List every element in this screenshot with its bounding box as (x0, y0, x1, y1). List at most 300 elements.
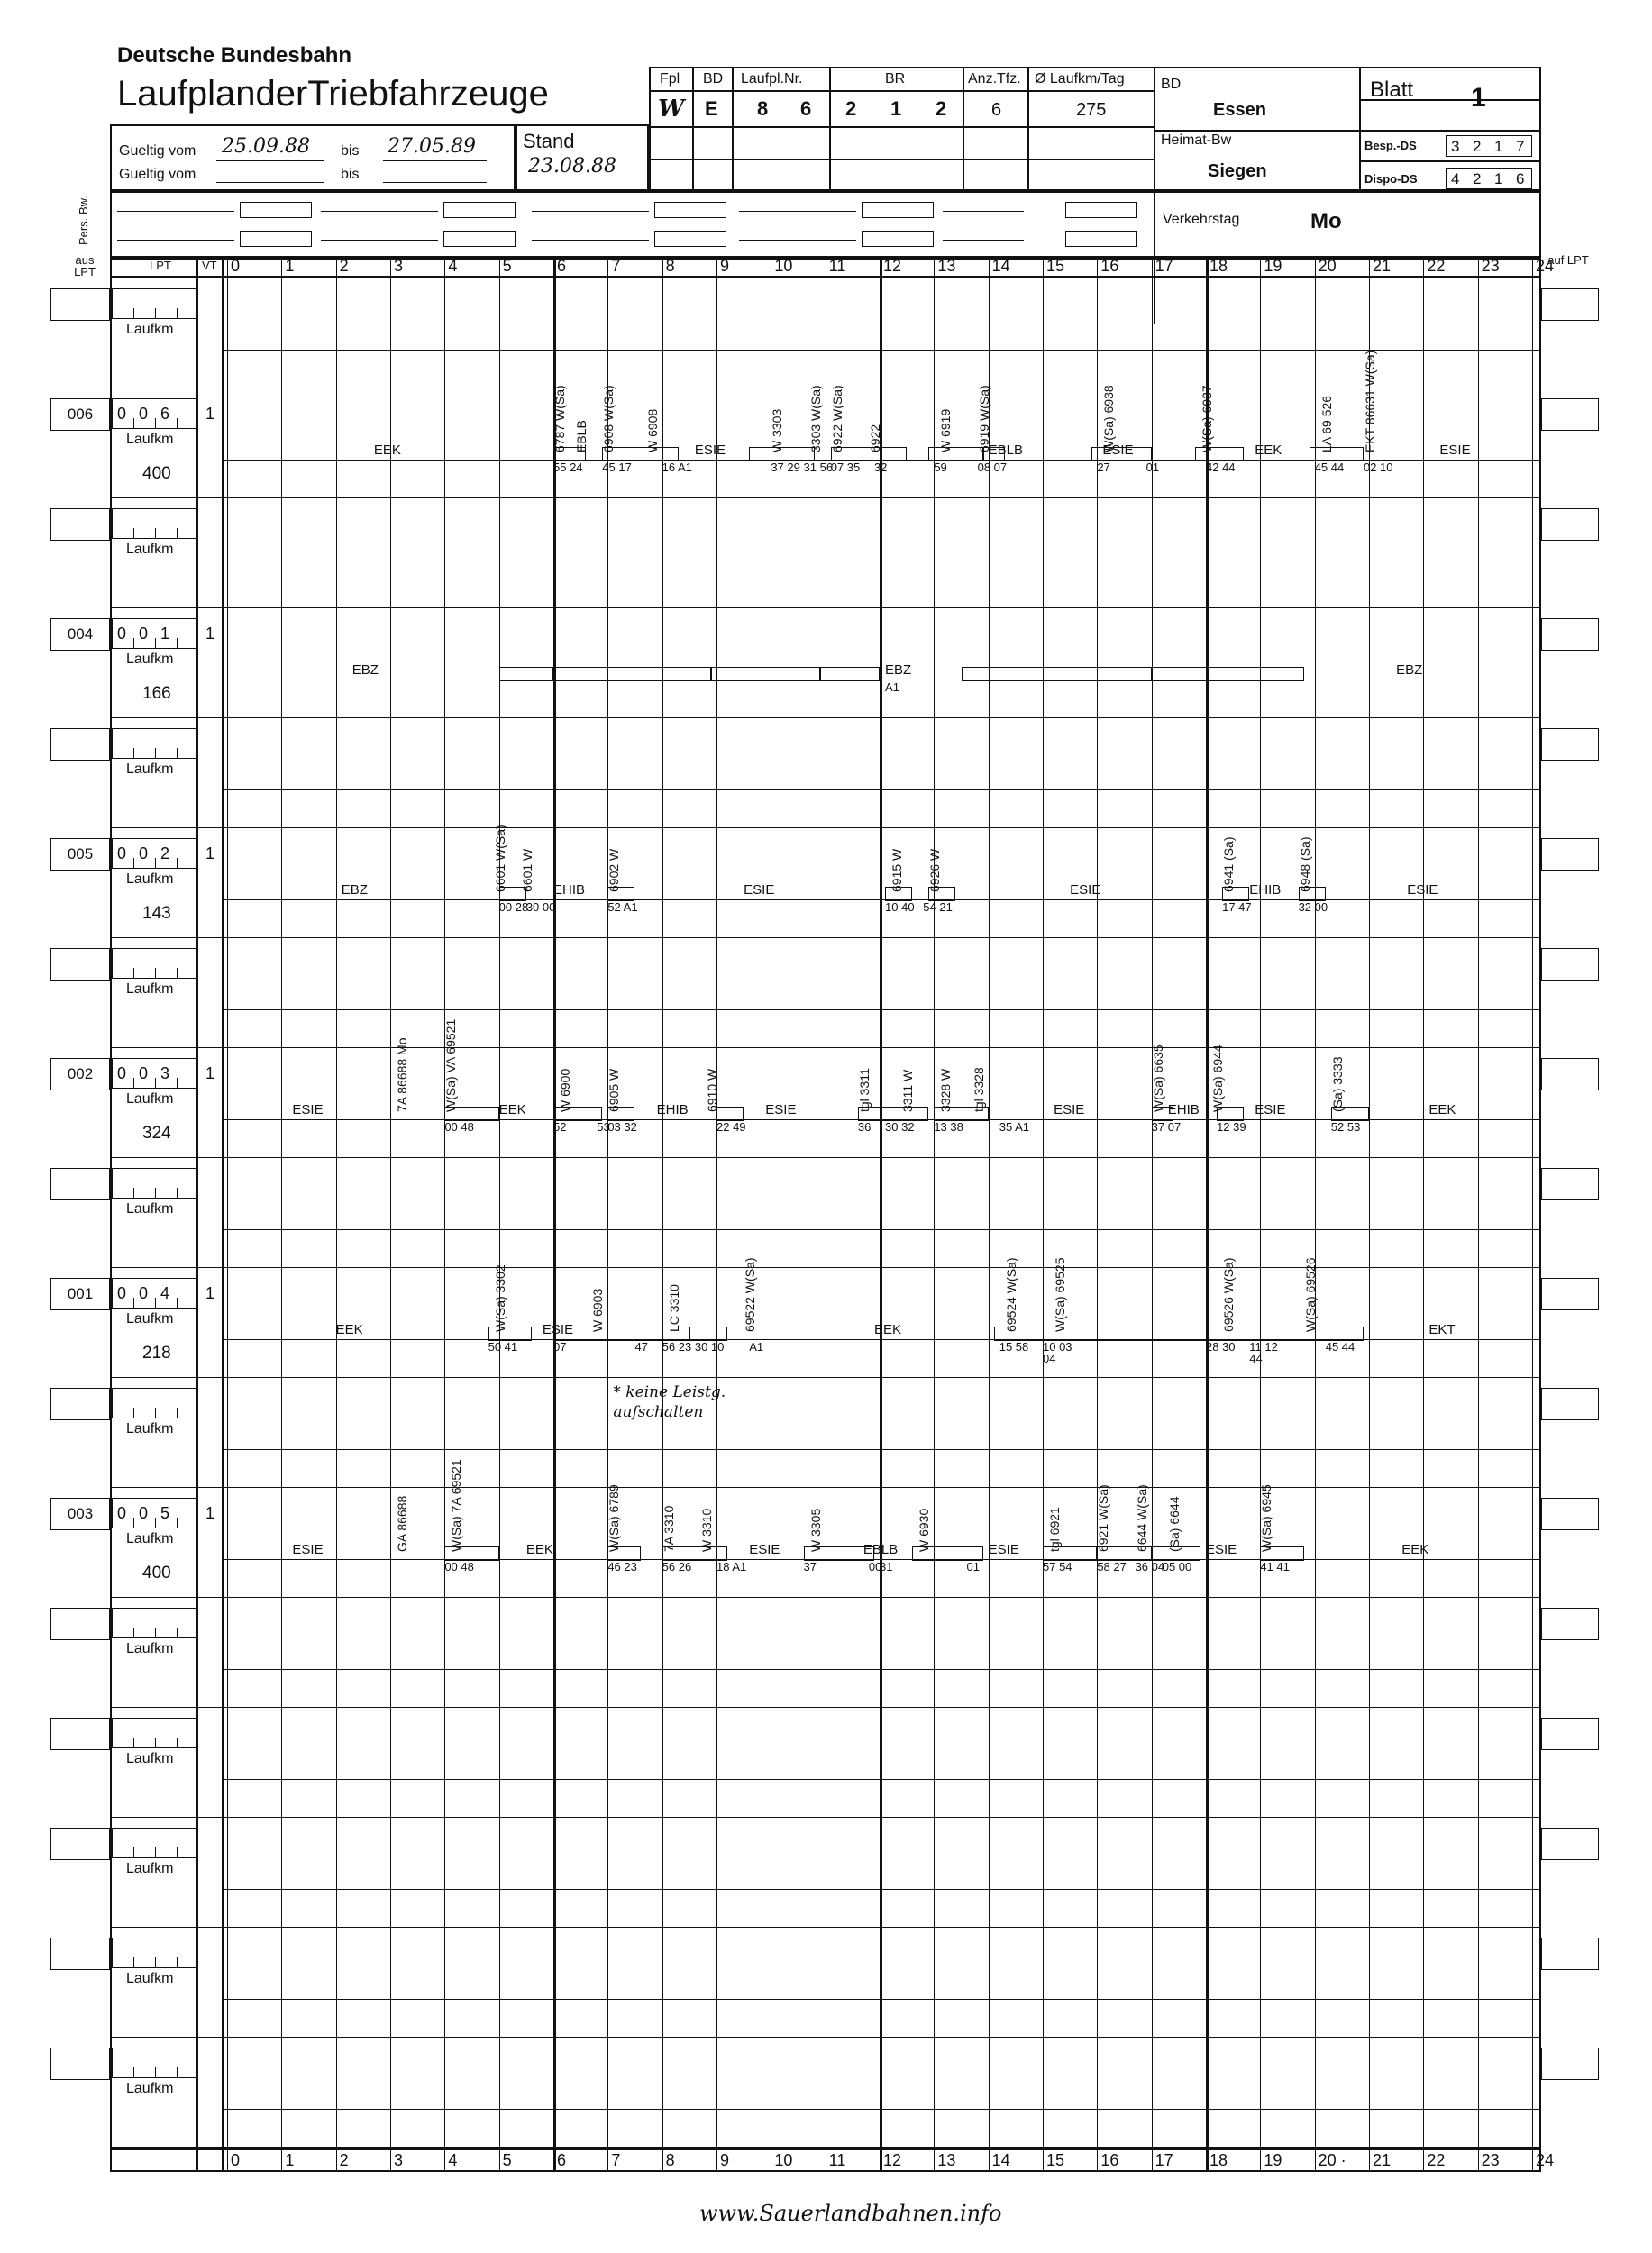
lpt-digit[interactable]: 0 (117, 1064, 127, 1082)
pers-bw-field-box[interactable] (443, 202, 516, 218)
lpt-digit[interactable]: 0 (139, 405, 149, 423)
pers-bw-field-line[interactable] (117, 211, 234, 212)
lpt-digit-sep (177, 638, 178, 649)
time-value: 11 12 44 (1249, 1340, 1278, 1365)
laufkm-value[interactable]: 166 (142, 684, 171, 703)
train-number: W(Sa) 6789 (607, 1484, 622, 1552)
time-value: 36 (857, 1120, 872, 1134)
time-value: 45 44 (1314, 461, 1345, 474)
bd-value[interactable]: E (705, 97, 718, 120)
aus-lpt-box[interactable]: 006 (50, 398, 110, 431)
row-divider (110, 717, 1541, 718)
lpt-number-box[interactable] (112, 948, 196, 979)
row-midline (222, 1229, 1541, 1230)
train-number: tgl 3328 (971, 1067, 986, 1112)
lpt-number-box[interactable] (112, 1938, 196, 1968)
train-run-bar (1310, 447, 1364, 461)
hour-label-bottom: 1 (285, 2151, 295, 2169)
train-number: 6644 W(Sa) (1134, 1484, 1149, 1552)
time-value: 55 24 (553, 461, 583, 474)
pers-bw-field-line[interactable] (532, 211, 649, 212)
besp-digit-3[interactable]: 1 (1494, 138, 1503, 155)
train-number: W(Sa) 6938 (1101, 385, 1117, 452)
pers-bw-field-line[interactable] (321, 211, 438, 212)
station-code: EEK (525, 1542, 553, 1557)
footer-url[interactable]: www.Sauerlandbahnen.info (699, 2201, 1002, 2226)
station-code: ESIE (1054, 1102, 1085, 1117)
lpt-digit[interactable]: 0 (117, 1504, 127, 1522)
auf-lpt-box[interactable] (1541, 838, 1599, 871)
fpl-value[interactable]: W (658, 96, 685, 123)
row-divider (110, 1157, 1541, 1158)
pers-bw-field-line[interactable] (739, 211, 856, 212)
train-number: W 6903 (590, 1288, 606, 1332)
station-code: ESIE (1206, 1542, 1237, 1557)
lpt-digit-sep (177, 1518, 178, 1528)
fpl-label: Fpl (660, 71, 680, 87)
auf-lpt-box[interactable] (1541, 1498, 1599, 1530)
hour-label-bottom: 14 (991, 2151, 1010, 2169)
lpt-digit-sep (133, 1188, 134, 1199)
row-divider (110, 2147, 1541, 2148)
station-code: ESIE (1255, 1102, 1286, 1117)
laufkm-label: Laufkm (126, 2081, 174, 2096)
station-code: EHIB (656, 1102, 689, 1117)
vt-digit[interactable]: 1 (205, 1064, 215, 1082)
hour-label-bottom: 16 (1100, 2151, 1119, 2169)
lpt-digit-sep (133, 1518, 134, 1528)
train-number: W(Sa) VA 69521 (443, 1018, 459, 1112)
time-value: 15 58 (999, 1340, 1029, 1354)
lpt-header: LPT (150, 259, 171, 272)
hour-label-top: 20 (1318, 257, 1337, 275)
hour-label-top: 11 (828, 257, 846, 275)
train-number: LC 3310 (666, 1284, 681, 1332)
lpt-number-box[interactable] (112, 728, 196, 759)
aus-lpt-box[interactable]: 004 (50, 618, 110, 651)
row-midline (222, 350, 1541, 351)
hour-label-top: 4 (448, 257, 458, 275)
pers-bw-field-box[interactable] (240, 231, 312, 247)
pers-bw-field-box[interactable] (862, 231, 934, 247)
train-number: W(Sa) 6635 (1150, 1044, 1165, 1112)
auf-lpt-box[interactable] (1541, 2048, 1599, 2080)
auf-lpt-box[interactable] (1541, 1938, 1599, 1970)
train-number: W 6919 (938, 408, 954, 452)
lpt-number-box[interactable] (112, 2048, 196, 2078)
pers-bw-field-line[interactable] (739, 240, 856, 241)
time-value: 52 (553, 1120, 567, 1134)
pers-bw-label: Pers. Bw. (77, 196, 90, 245)
pers-bw-field-line[interactable] (321, 240, 438, 241)
stand-label: Stand (523, 130, 575, 152)
laufpl-digit-2[interactable]: 6 (800, 97, 812, 120)
train-run-bar (689, 1327, 727, 1341)
time-value: 13 38 (934, 1120, 963, 1134)
lpt-digit[interactable]: 1 (160, 625, 170, 643)
time-value: 01 (966, 1560, 980, 1573)
time-value: 57 54 (1043, 1560, 1072, 1573)
row-divider (110, 1597, 1541, 1598)
hour-gridline (1097, 258, 1098, 2172)
train-number: 6941 (Sa) (1221, 836, 1237, 892)
br-digit-3[interactable]: 2 (936, 97, 947, 120)
hour-label-bottom: 19 (1264, 2151, 1282, 2169)
laufkm-label: Laufkm (126, 1201, 174, 1217)
train-number: 6948 (Sa) (1297, 836, 1312, 892)
train-number: W 3310 (698, 1508, 714, 1552)
hour-gridline (1043, 258, 1044, 2172)
time-value: A1 (885, 680, 899, 694)
lpt-digit[interactable]: 0 (139, 1284, 149, 1302)
row-midline (222, 1889, 1541, 1890)
besp-digit-1[interactable]: 3 (1451, 138, 1460, 155)
vt-digit[interactable]: 1 (205, 625, 215, 643)
lpt-digit-sep (177, 2067, 178, 2078)
lpt-digit-sep (177, 1628, 178, 1638)
hour-label-top: 8 (665, 257, 675, 275)
time-value: 30 32 (885, 1120, 915, 1134)
time-value: 54 21 (923, 900, 953, 914)
lpt-digit[interactable]: 0 (139, 844, 149, 862)
hour-label-top: 5 (502, 257, 512, 275)
vt-digit[interactable]: 1 (205, 1504, 215, 1522)
pers-bw-field-line[interactable] (943, 240, 1024, 241)
time-value: 32 00 (1298, 900, 1328, 914)
time-value: 31 (880, 1560, 893, 1573)
auf-lpt-box[interactable] (1541, 1168, 1599, 1200)
lpt-digit-sep (133, 418, 134, 429)
pers-bw-field-line[interactable] (117, 240, 234, 241)
laufkm-value[interactable]: 218 (142, 1344, 171, 1363)
hour-label-bottom: 23 (1481, 2151, 1500, 2169)
station-code: ESIE (744, 882, 775, 898)
train-run-bar (928, 447, 982, 461)
laufkm-label: Laufkm (126, 1531, 174, 1546)
aus-lpt-box[interactable] (50, 288, 110, 321)
aus-lpt-box[interactable] (50, 1168, 110, 1200)
lpt-number-box[interactable] (112, 1168, 196, 1199)
time-value: 03 32 (607, 1120, 637, 1134)
lpt-digit[interactable]: 6 (160, 405, 170, 423)
station-code: ESIE (694, 442, 726, 458)
time-value: 01 (1145, 461, 1160, 474)
aus-lpt-box[interactable]: 003 (50, 1498, 110, 1530)
lpt-digit-sep (133, 1078, 134, 1089)
station-code: EHIB (553, 882, 586, 898)
hour-label-top: 12 (883, 257, 902, 275)
lpt-number-box[interactable] (112, 1388, 196, 1418)
lpt-digit-sep (177, 1408, 178, 1418)
lpt-digit-sep (133, 638, 134, 649)
laufkm-label: Laufkm (126, 762, 174, 777)
station-code: EHIB (1249, 882, 1282, 898)
laufkm-label: Laufkm (126, 542, 174, 557)
lpt-digit-sep (155, 418, 156, 429)
lpt-number-box[interactable] (112, 288, 196, 319)
aus-lpt-box[interactable] (50, 948, 110, 981)
lpt-digit[interactable]: 5 (160, 1504, 170, 1522)
hour-label-top: 15 (1046, 257, 1065, 275)
hour-gridline (1369, 258, 1370, 2172)
auf-lpt-box[interactable] (1541, 618, 1599, 651)
gueltig1-label: Gueltig vom (119, 143, 196, 159)
lpt-number-box[interactable] (112, 1828, 196, 1858)
aus-lpt-box[interactable] (50, 1938, 110, 1970)
train-number: tgl 3311 (856, 1068, 872, 1112)
lpt-number-box[interactable] (112, 1718, 196, 1748)
auf-lpt-box[interactable] (1541, 948, 1599, 981)
laufkm-value[interactable]: 324 (142, 1124, 171, 1143)
station-code: EBLB (863, 1542, 899, 1557)
hour-gridline (553, 258, 556, 2172)
time-value: 02 10 (1363, 461, 1393, 474)
document-title: LaufplanderTriebfahrzeuge (117, 74, 549, 114)
pers-bw-field-box[interactable] (1065, 231, 1137, 247)
lpt-digit-sep (133, 748, 134, 759)
lpt-digit-sep (155, 308, 156, 319)
time-value: 58 27 (1097, 1560, 1127, 1573)
laufkm-tag-value[interactable]: 275 (1076, 100, 1107, 120)
lpt-number-box[interactable] (112, 1608, 196, 1638)
laufkm-label: Laufkm (126, 1751, 174, 1766)
dispo-digit-2[interactable]: 2 (1473, 170, 1482, 187)
gueltig1-bis: bis (341, 143, 360, 159)
besp-digit-2[interactable]: 2 (1473, 138, 1482, 155)
aus-lpt-box[interactable]: 005 (50, 838, 110, 871)
hour-label-top: 2 (339, 257, 349, 275)
lpt-digit-sep (133, 528, 134, 539)
laufkm-value[interactable]: 400 (142, 464, 171, 483)
aus-lpt-box[interactable] (50, 508, 110, 541)
hour-label-bottom: 12 (883, 2151, 902, 2169)
aus-lpt-box[interactable] (50, 1388, 110, 1420)
station-code: EEK (1401, 1542, 1429, 1557)
hour-label-bottom: 2 (339, 2151, 349, 2169)
lpt-digit-sep (133, 1408, 134, 1418)
dispo-digit-1[interactable]: 4 (1451, 170, 1460, 187)
train-number: W(Sa) 69525 (1053, 1257, 1068, 1332)
lpt-digit-sep (133, 858, 134, 869)
vt-digit[interactable]: 1 (205, 1284, 215, 1302)
auf-lpt-box[interactable] (1541, 1718, 1599, 1750)
hour-gridline (1260, 258, 1261, 2172)
time-value: 16 A1 (662, 461, 692, 474)
station-code: EEK (1428, 1102, 1456, 1117)
row-midline (222, 1999, 1541, 2000)
pers-bw-field-box[interactable] (654, 231, 726, 247)
hour-label-bottom: 5 (502, 2151, 512, 2169)
hour-label-bottom: 17 (1155, 2151, 1173, 2169)
train-number: 6787 W(Sa) (552, 385, 567, 452)
pers-bw-field-box[interactable] (443, 231, 516, 247)
train-number: W(Sa) 3302 (492, 1264, 507, 1332)
laufkm-value[interactable]: 143 (142, 904, 171, 923)
time-value: 10 40 (885, 900, 915, 914)
br-digit-2[interactable]: 1 (890, 97, 902, 120)
time-value: 05 00 (1162, 1560, 1192, 1573)
aus-lpt-box[interactable] (50, 728, 110, 761)
lpt-digit-sep (155, 968, 156, 979)
laufkm-value[interactable]: 400 (142, 1564, 171, 1583)
train-number: W 6908 (644, 408, 660, 452)
train-number: EKT 86631 W(Sa) (1362, 350, 1377, 452)
time-value: 36 04 (1135, 1560, 1165, 1573)
station-code: EEK (873, 1322, 901, 1337)
lpt-digit[interactable]: 0 (139, 1504, 149, 1522)
train-number: (Sa) 3333 (1329, 1056, 1345, 1112)
verkehrstag-value[interactable]: Mo (1310, 209, 1342, 233)
blatt-value[interactable]: 1 (1471, 83, 1486, 113)
hour-label-bottom: 3 (394, 2151, 404, 2169)
lpt-digit-sep (177, 308, 178, 319)
aus-lpt-box[interactable]: 002 (50, 1058, 110, 1090)
anz-value[interactable]: 6 (991, 100, 1002, 120)
gueltig2-label: Gueltig vom (119, 167, 196, 182)
train-number: 6601 W (519, 848, 534, 892)
gueltig2-bis: bis (341, 167, 360, 182)
hour-label-bottom: 6 (557, 2151, 567, 2169)
hour-label-bottom: 15 (1046, 2151, 1065, 2169)
time-value: 52 A1 (607, 900, 638, 914)
hour-gridline (1206, 258, 1209, 2172)
train-number: 6926 W (927, 848, 943, 892)
auf-lpt-box[interactable] (1541, 728, 1599, 761)
auf-lpt-box[interactable] (1541, 398, 1599, 431)
hour-label-bottom: 9 (720, 2151, 730, 2169)
time-value: 00 48 (444, 1120, 474, 1134)
hour-gridline (1423, 258, 1424, 2172)
time-value: 31 56 (803, 461, 834, 474)
aus-lpt-box[interactable] (50, 1608, 110, 1640)
hour-label-top: 9 (720, 257, 730, 275)
gueltig1-to[interactable]: 27.05.89 (388, 135, 476, 158)
pers-bw-field-box[interactable] (862, 202, 934, 218)
lpt-digit-sep (133, 1738, 134, 1748)
lpt-digit[interactable]: 0 (117, 1284, 127, 1302)
time-value: 37 07 (1151, 1120, 1182, 1134)
lpt-digit[interactable]: 4 (160, 1284, 170, 1302)
laufkm-label: Laufkm (126, 871, 174, 887)
pers-bw-field-line[interactable] (532, 240, 649, 241)
row-midline (222, 1779, 1541, 1780)
train-number: EBLB (574, 420, 589, 452)
dispo-digit-4[interactable]: 6 (1516, 170, 1525, 187)
heimat-value[interactable]: Siegen (1208, 161, 1267, 181)
station-code: EBZ (341, 882, 368, 898)
laufpl-digit-1[interactable]: 8 (757, 97, 769, 120)
train-run-bar (962, 667, 1152, 681)
pers-bw-field-box[interactable] (240, 202, 312, 218)
auf-lpt-box[interactable] (1541, 1278, 1599, 1310)
pers-bw-field-box[interactable] (654, 202, 726, 218)
besp-digit-4[interactable]: 7 (1516, 138, 1525, 155)
auf-lpt-box[interactable] (1541, 1608, 1599, 1640)
row-divider (110, 1707, 1541, 1708)
train-number: W(Sa) 6937 (1199, 385, 1214, 452)
laufkm-label: Laufkm (126, 1311, 174, 1327)
auf-lpt-box[interactable] (1541, 1058, 1599, 1090)
aus-lpt-box[interactable] (50, 1718, 110, 1750)
hour-label-top: 7 (611, 257, 621, 275)
vt-digit[interactable]: 1 (205, 405, 215, 423)
lpt-digit[interactable]: 0 (117, 405, 127, 423)
auf-lpt-header: auf LPT (1547, 253, 1589, 267)
stand-value[interactable]: 23.08.88 (528, 155, 616, 178)
train-number: W 6900 (558, 1068, 573, 1112)
br-digit-1[interactable]: 2 (845, 97, 857, 120)
hour-gridline (281, 258, 282, 2172)
heimat-label: Heimat-Bw (1161, 132, 1232, 148)
aus-lpt-box[interactable]: 001 (50, 1278, 110, 1310)
hour-label-top: 23 (1481, 257, 1500, 275)
br-label: BR (885, 71, 906, 87)
lpt-digit-sep (155, 1957, 156, 1968)
pers-bw-field-line[interactable] (943, 211, 1024, 212)
lpt-digit[interactable]: 0 (117, 625, 127, 643)
aus-lpt-box[interactable] (50, 1828, 110, 1860)
train-number: 7A 3310 (661, 1505, 676, 1552)
gueltig1-from[interactable]: 25.09.88 (222, 135, 310, 158)
hour-label-top: 6 (557, 257, 567, 275)
lpt-digit-sep (155, 638, 156, 649)
hour-gridline (716, 258, 717, 2172)
aus-lpt-box[interactable] (50, 2048, 110, 2080)
handwritten-note: * keine Leistg. aufschalten (613, 1383, 726, 1422)
lpt-digit-sep (155, 1518, 156, 1528)
auf-lpt-box[interactable] (1541, 508, 1599, 541)
train-number: W 6930 (917, 1508, 932, 1552)
dispo-digit-3[interactable]: 1 (1494, 170, 1503, 187)
lpt-number-box[interactable] (112, 508, 196, 539)
auf-lpt-box[interactable] (1541, 288, 1599, 321)
hour-label-bottom: 13 (937, 2151, 956, 2169)
row-divider (110, 1487, 1541, 1488)
hour-gridline (1478, 258, 1479, 2172)
time-value: 37 (803, 1560, 817, 1573)
row-divider (110, 1047, 1541, 1048)
lpt-digit-sep (177, 1078, 178, 1089)
bd-label: BD (703, 71, 724, 87)
row-midline (222, 1449, 1541, 1450)
laufkm-label: Laufkm (126, 1091, 174, 1107)
station-code: ESIE (988, 1542, 1019, 1557)
bd2-value[interactable]: Essen (1213, 100, 1266, 120)
auf-lpt-box[interactable] (1541, 1828, 1599, 1860)
train-number: W 3303 (770, 408, 785, 452)
pers-bw-field-box[interactable] (1065, 202, 1137, 218)
lpt-digit[interactable]: 0 (139, 625, 149, 643)
hour-label-top: 16 (1100, 257, 1119, 275)
hour-gridline (390, 258, 391, 2172)
time-value: 32 (873, 461, 888, 474)
vt-digit[interactable]: 1 (205, 844, 215, 862)
lpt-digit[interactable]: 3 (160, 1064, 170, 1082)
hour-gridline (607, 258, 608, 2172)
hour-label-top: 17 (1155, 257, 1173, 275)
hour-gridline (662, 258, 663, 2172)
lpt-digit[interactable]: 2 (160, 844, 170, 862)
lpt-digit[interactable]: 0 (139, 1064, 149, 1082)
laufkm-label: Laufkm (126, 652, 174, 667)
lpt-digit[interactable]: 0 (117, 844, 127, 862)
hour-gridline (227, 258, 228, 2172)
row-divider (110, 497, 1541, 498)
hour-gridline (989, 258, 990, 2172)
hour-label-bottom: 20 · (1318, 2151, 1346, 2169)
laufkm-label: Laufkm (126, 1861, 174, 1876)
auf-lpt-box[interactable] (1541, 1388, 1599, 1420)
